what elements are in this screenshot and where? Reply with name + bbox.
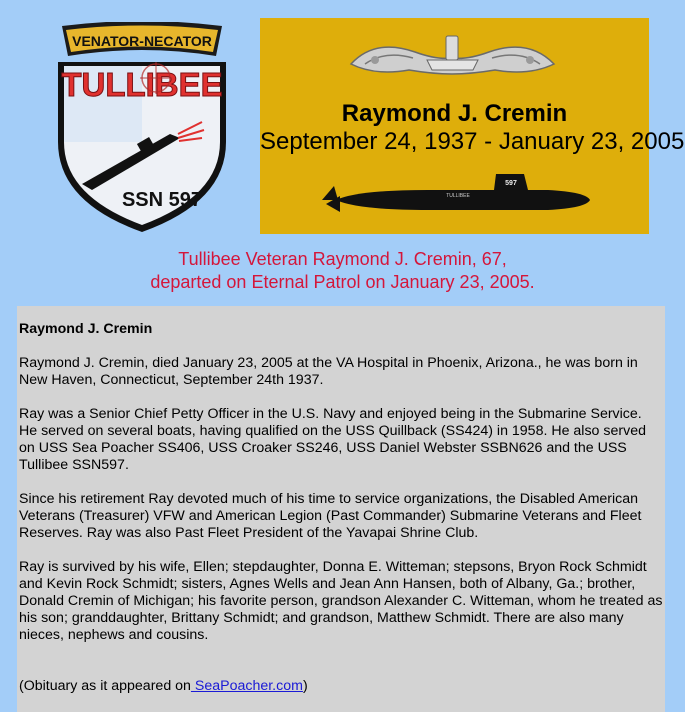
- source-suffix: ): [302, 678, 308, 694]
- banner-name: Raymond J. Cremin: [341, 100, 568, 127]
- patch-ship-name: TULLIBEE: [61, 66, 223, 103]
- obituary-paragraph: Ray was a Senior Chief Petty Officer in the U.S. Navy and enjoyed being in the Submarine Service. He served on several boats, having qualified on the USS Quillback (SS424) in 1958. He also served on USS Sea Poacher SS406, USS Croaker SS246, USS Daniel Webster SSBN626 and the USS Tullibee SSN597.: [19, 406, 646, 473]
- tagline-line-2: departed on Eternal Patrol on January 23, 2005.: [150, 272, 535, 292]
- patch-motto: VENATOR-NECATOR: [72, 33, 212, 49]
- obituary-paragraph: Since his retirement Ray devoted much of his time to service organizations, the Disabled American Veterans (Treasurer) VFW and American Legion (Past Commander) Submarine Veterans and Fleet Reserves. Ray was also Past Fleet President of the Yavapai Shrine Club.: [19, 491, 642, 541]
- memorial-tagline: [0, 248, 685, 294]
- obituary-paragraph: Ray is survived by his wife, Ellen; stepdaughter, Donna E. Witteman; stepsons, Bryon Rock Schmidt and Kevin Rock Schmidt; sisters, Agnes Wells and Jean Ann Hansen, both of Albany, Ga.; brother, Donald Cremin of Michigan; his favorite person, grandson Alexander C. Witteman, whom he treated as his son; granddaughter, Brittany Schmidt; and grandson, Matthew Schmidt. There are also many nieces, nephews and cousins.: [19, 559, 663, 643]
- obituary-source: [19, 678, 663, 695]
- patch-hull-number: SSN 597: [121, 189, 203, 211]
- obituary-box: [17, 306, 665, 712]
- seapoacher-link[interactable]: SeaPoacher.com: [190, 678, 303, 694]
- tullibee-patch-logo: [52, 22, 232, 234]
- obituary-title: Raymond J. Cremin: [19, 321, 153, 337]
- submarine-dolphins-insignia-icon: [345, 30, 560, 88]
- submarine-name-label: TULLIBEE: [446, 193, 470, 199]
- submarine-silhouette-icon: [318, 166, 596, 216]
- memorial-banner: [260, 18, 685, 234]
- source-prefix: (Obituary as it appeared on: [19, 678, 191, 694]
- submarine-hull-label: 597: [505, 180, 517, 187]
- tagline-line-1: Tullibee Veteran Raymond J. Cremin, 67,: [178, 249, 507, 269]
- obituary-paragraph: Raymond J. Cremin, died January 23, 2005 at the VA Hospital in Phoenix, Arizona., he was born in New Haven, Connecticut, September 24th 1937.: [19, 355, 638, 388]
- banner-dates: September 24, 1937 - January 23, 2005: [260, 128, 685, 155]
